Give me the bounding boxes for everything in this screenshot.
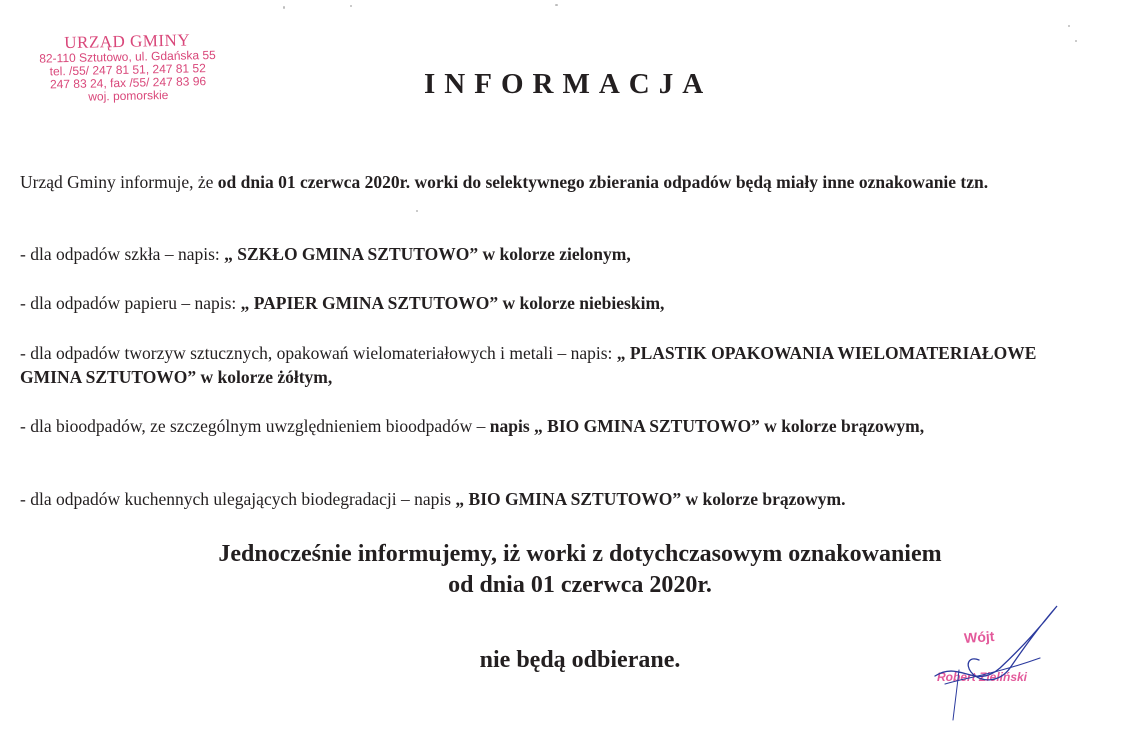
stamp-address: 82-110 Sztutowo, ul. Gdańska 55 [39,47,216,66]
stamp-office-name: URZĄD GMINY [64,30,191,53]
item-bold: „ PLASTIK OPAKOWANIA WIELOMATERIAŁOWE GMINA SZTUTOWO” w kolorze żółtym, [20,343,1037,387]
scan-speck [350,5,352,7]
intro-paragraph [20,170,1060,194]
stamp-phone-1: tel. /55/ 247 81 51, 247 81 52 [49,61,206,79]
document-title: INFORMACJA [424,68,713,100]
list-item [20,291,1060,315]
intro-lead: Urząd Gminy informuje, że [20,172,218,192]
item-lead: - dla odpadów kuchennych ulegających biodegradacji – napis [20,489,456,509]
item-lead: - dla odpadów tworzyw sztucznych, opakowań wielomateriałowych i metali – napis: [20,343,617,363]
office-stamp [22,30,233,105]
closing-line-3: nie będą odbierane. [479,647,681,673]
stamp-region: woj. pomorskie [88,87,169,104]
scan-speck [1075,40,1077,42]
scan-speck [416,210,418,212]
list-item [20,341,1060,389]
signature-stamp-title: Wójt [963,627,995,647]
stamp-phone-2: 247 83 24, fax /55/ 247 83 96 [49,74,207,92]
item-bold: „ BIO GMINA SZTUTOWO” w kolorze brązowym. [455,489,846,509]
list-item [20,242,1060,266]
item-bold: napis „ BIO GMINA SZTUTOWO” w kolorze brązowym, [489,416,925,436]
item-lead: - dla bioodpadów, ze szczególnym uwzględnieniem bioodpadów – [20,416,490,436]
item-bold: „ PAPIER GMINA SZTUTOWO” w kolorze niebieskim, [240,293,665,313]
closing-line-2: od dnia 01 czerwca 2020r. [448,572,712,598]
item-lead: - dla odpadów szkła – napis: [20,244,225,264]
closing-line-1: Jednocześnie informujemy, iż worki z dotychczasowym oznakowaniem [218,541,942,567]
handwritten-signature [915,598,1075,723]
list-item [20,414,1060,438]
signature-stamp-name: Robert Zieliński [937,670,1028,684]
intro-bold: od dnia 01 czerwca 2020r. worki do selektywnego zbierania odpadów będą miały inne oznakowanie tzn. [217,172,989,192]
item-bold: „ SZKŁO GMINA SZTUTOWO” w kolorze zielonym, [224,244,631,264]
item-lead: - dla odpadów papieru – napis: [20,293,241,313]
scan-speck [1068,25,1070,27]
scan-speck [283,6,285,9]
signature-block [915,598,1075,723]
list-item [20,487,1060,511]
scan-speck [555,4,558,6]
